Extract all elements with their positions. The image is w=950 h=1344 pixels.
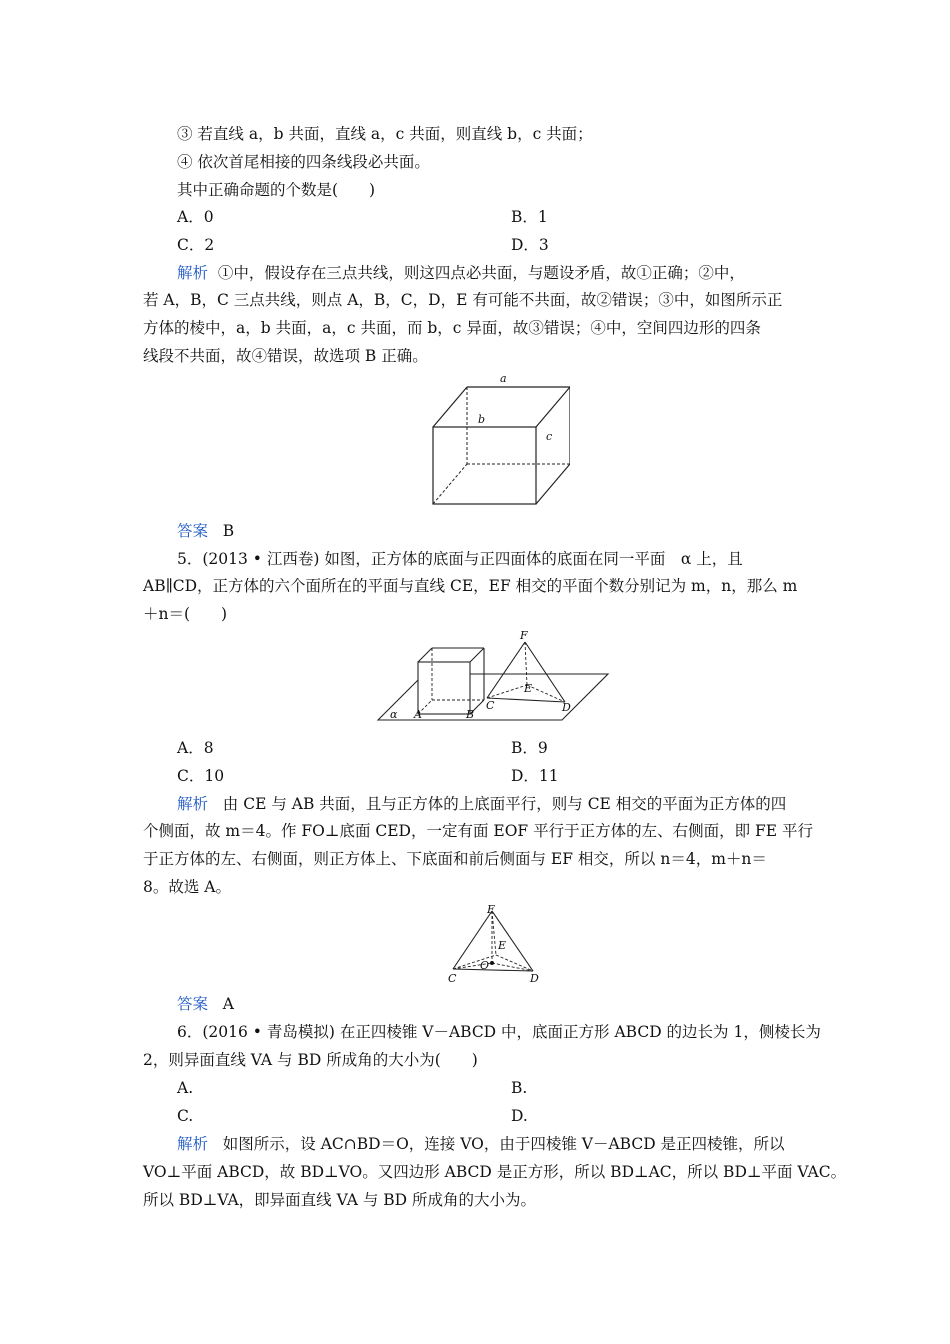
label-alpha: α	[390, 708, 398, 721]
label-O: O	[480, 959, 490, 972]
cube-tetrahedron-figure	[372, 630, 612, 725]
q6-solution-line-3: 所以 BD⊥VA，即异面直线 VA 与 BD 所成角的大小为。	[143, 1191, 537, 1209]
q5-solution-line-3: 于正方体的左、右侧面，则正方体上、下底面和前后侧面与 EF 相交，所以 n＝4，m＋n＝	[143, 850, 767, 868]
label-C-small: C	[448, 972, 457, 985]
q5-option-a: A．8	[177, 739, 214, 757]
label-E: E	[524, 682, 533, 695]
statement-4: ④ 依次首尾相接的四条线段必共面。	[177, 153, 430, 171]
solution-label: 解析	[177, 264, 209, 282]
q6-solution-text: 如图所示，设 AC∩BD＝O，连接 VO，由于四棱锥 V－ABCD 是正四棱锥，所以	[222, 1135, 785, 1153]
solution-text: ①中，假设存在三点共线，则这四点必共面，与题设矛盾，故①正确；②中，	[217, 264, 745, 282]
q5-line-2: AB∥CD，正方体的六个面所在的平面与直线 CE，EF 相交的平面个数分别记为 m，n，那么 m	[143, 577, 798, 595]
option-a: A．0	[177, 208, 214, 226]
cube-figure	[420, 370, 570, 510]
option-d: D．3	[511, 236, 549, 254]
label-D-small: D	[530, 972, 539, 985]
q5-option-b: B．9	[511, 739, 548, 757]
label-A: A	[414, 708, 422, 721]
q6-solution-line-2: VO⊥平面 ABCD，故 BD⊥VO。又四边形 ABCD 是正方形，所以 BD⊥AC，所以 BD⊥平面 VAC。	[143, 1163, 847, 1181]
q6-option-c: C.	[177, 1107, 194, 1125]
q5-solution-line-2: 个侧面，故 m＝4。作 FO⊥底面 CED，一定有面 EOF 平行于正方体的左、右侧面，即 FE 平行	[143, 822, 814, 840]
answer-value: B	[222, 522, 235, 540]
q6-option-b: B.	[511, 1079, 528, 1097]
solution-line-1	[177, 263, 745, 283]
q5-line-1: 5．(2013 • 江西卷) 如图，正方体的底面与正四面体的底面在同一平面 α 上，且	[177, 550, 743, 568]
solution-line-4: 线段不共面，故④错误，故选项 B 正确。	[143, 347, 428, 365]
label-D: D	[562, 701, 571, 714]
q6-line-2: 2，则异面直线 VA 与 BD 所成角的大小为( )	[143, 1051, 478, 1069]
q6-solution-label: 解析	[177, 1135, 209, 1153]
option-c: C．2	[177, 236, 215, 254]
q6-option-a: A.	[177, 1079, 194, 1097]
q5-answer-label: 答案	[177, 995, 209, 1013]
label-c: c	[546, 430, 553, 443]
q6-line-1: 6．(2016 • 青岛模拟) 在正四棱锥 V－ABCD 中，底面正方形 ABCD 的边长为 1，侧棱长为	[177, 1023, 821, 1041]
statement-3: ③ 若直线 a，b 共面，直线 a，c 共面，则直线 b，c 共面；	[177, 125, 593, 143]
q5-line-3: ＋n＝( )	[143, 605, 228, 623]
answer-line-1	[177, 521, 234, 541]
q5-solution-label: 解析	[177, 795, 209, 813]
solution-line-3: 方体的棱中，a，b 共面，a，c 共面，而 b，c 异面，故③错误；④中，空间四边形的四条	[143, 319, 761, 337]
q5-option-c: C．10	[177, 767, 225, 785]
answer-label: 答案	[177, 522, 209, 540]
q5-option-d: D．11	[511, 767, 559, 785]
label-B: B	[466, 708, 475, 721]
q5-solution-text: 由 CE 与 AB 共面，且与正方体的上底面平行，则与 CE 相交的平面为正方体的四	[222, 795, 787, 813]
answer-line-2	[177, 994, 234, 1014]
label-C: C	[486, 699, 495, 712]
label-a: a	[500, 372, 507, 385]
q5-solution-line-1	[177, 794, 786, 814]
q6-solution-line-1	[177, 1134, 785, 1154]
option-b: B．1	[511, 208, 548, 226]
label-F-small: F	[487, 903, 495, 916]
question-prompt: 其中正确命题的个数是( )	[177, 181, 376, 199]
solution-line-2: 若 A，B，C 三点共线，则点 A，B，C，D，E 有可能不共面，故②错误；③中，如图所示正	[143, 291, 783, 309]
label-E-small: E	[498, 939, 507, 952]
label-b: b	[478, 413, 486, 426]
q5-answer-value: A	[222, 995, 234, 1013]
tetrahedron-figure	[444, 903, 544, 985]
q5-solution-line-4: 8。故选 A。	[143, 878, 231, 896]
label-F: F	[520, 630, 528, 642]
q6-option-d: D.	[511, 1107, 528, 1125]
